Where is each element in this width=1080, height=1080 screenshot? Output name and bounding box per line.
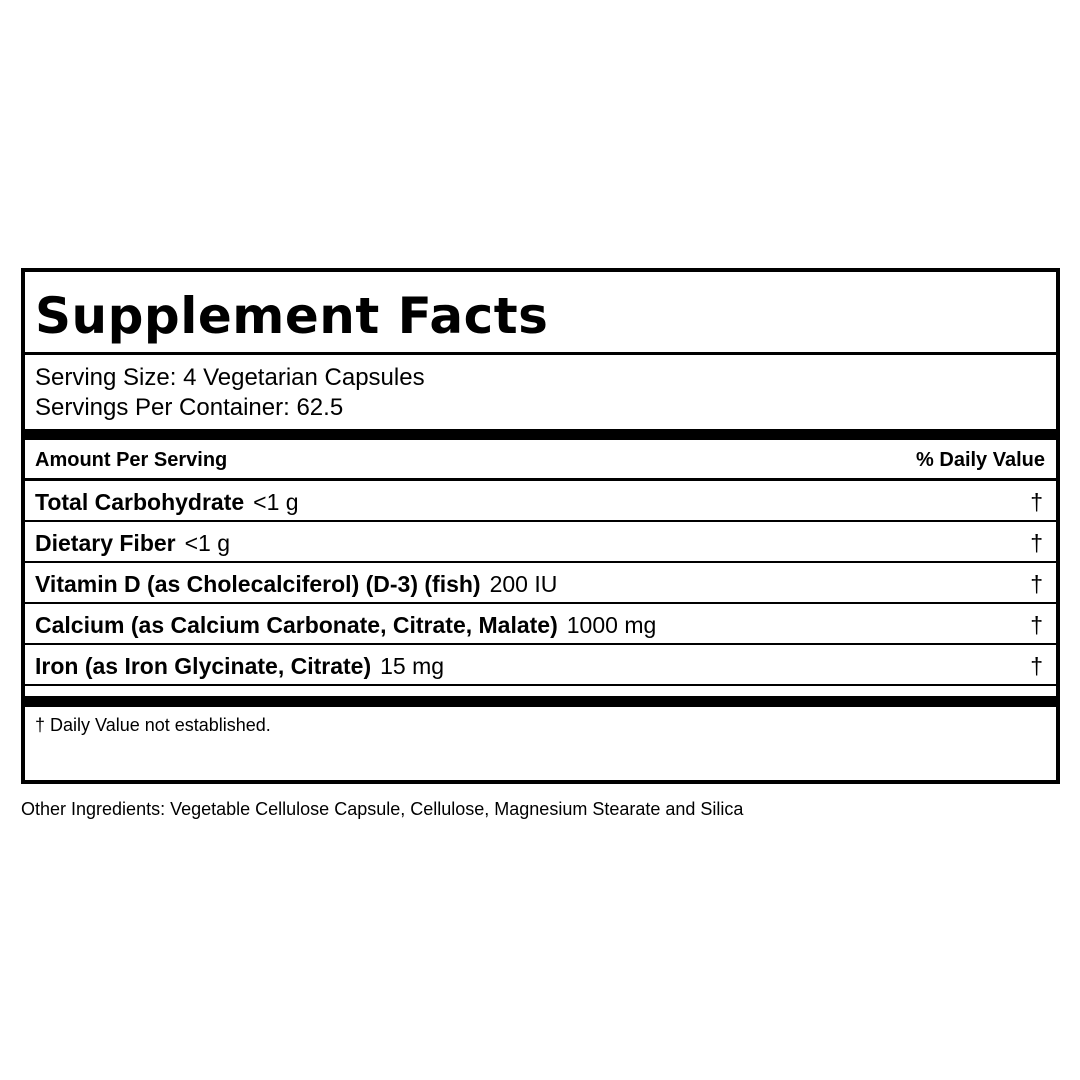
nutrient-daily-value: † (1030, 612, 1043, 638)
nutrient-row (25, 604, 1056, 645)
nutrient-row (25, 522, 1056, 563)
amount-per-serving-header: Amount Per Serving (35, 449, 228, 471)
title-row (25, 272, 1056, 355)
thick-divider (25, 696, 1056, 707)
nutrient-name: Vitamin D (as Cholecalciferol) (D-3) (fish) (35, 571, 481, 597)
nutrient-daily-value: † (1030, 489, 1043, 515)
nutrient-amount: 200 IU (489, 571, 558, 597)
nutrient-daily-value: † (1030, 530, 1043, 556)
other-ingredients: Other Ingredients: Vegetable Cellulose Capsule, Cellulose, Magnesium Stearate and Silica (21, 799, 744, 819)
nutrient-name: Calcium (as Calcium Carbonate, Citrate, Malate) (35, 612, 558, 638)
serving-info (25, 355, 1056, 440)
panel-title: Supplement Facts (35, 287, 549, 345)
nutrient-row (25, 481, 1056, 522)
footnote: † Daily Value not established. (35, 715, 271, 735)
nutrient-daily-value: † (1030, 571, 1043, 597)
column-header-row (25, 440, 1056, 481)
nutrient-name: Total Carbohydrate (35, 489, 245, 515)
nutrient-amount: <1 g (184, 530, 231, 556)
nutrient-name: Dietary Fiber (35, 530, 176, 556)
nutrient-name: Iron (as Iron Glycinate, Citrate) (35, 653, 372, 679)
nutrient-row (25, 563, 1056, 604)
daily-value-header: % Daily Value (916, 449, 1045, 471)
nutrient-amount: 15 mg (380, 653, 445, 679)
nutrient-amount: <1 g (253, 489, 299, 515)
servings-per-container: Servings Per Container: 62.5 (35, 394, 344, 421)
serving-size: Serving Size: 4 Vegetarian Capsules (35, 364, 425, 391)
nutrient-amount: 1000 mg (566, 612, 657, 638)
nutrient-daily-value: † (1030, 653, 1043, 679)
supplement-facts-panel (21, 268, 1060, 784)
nutrient-row (25, 645, 1056, 686)
